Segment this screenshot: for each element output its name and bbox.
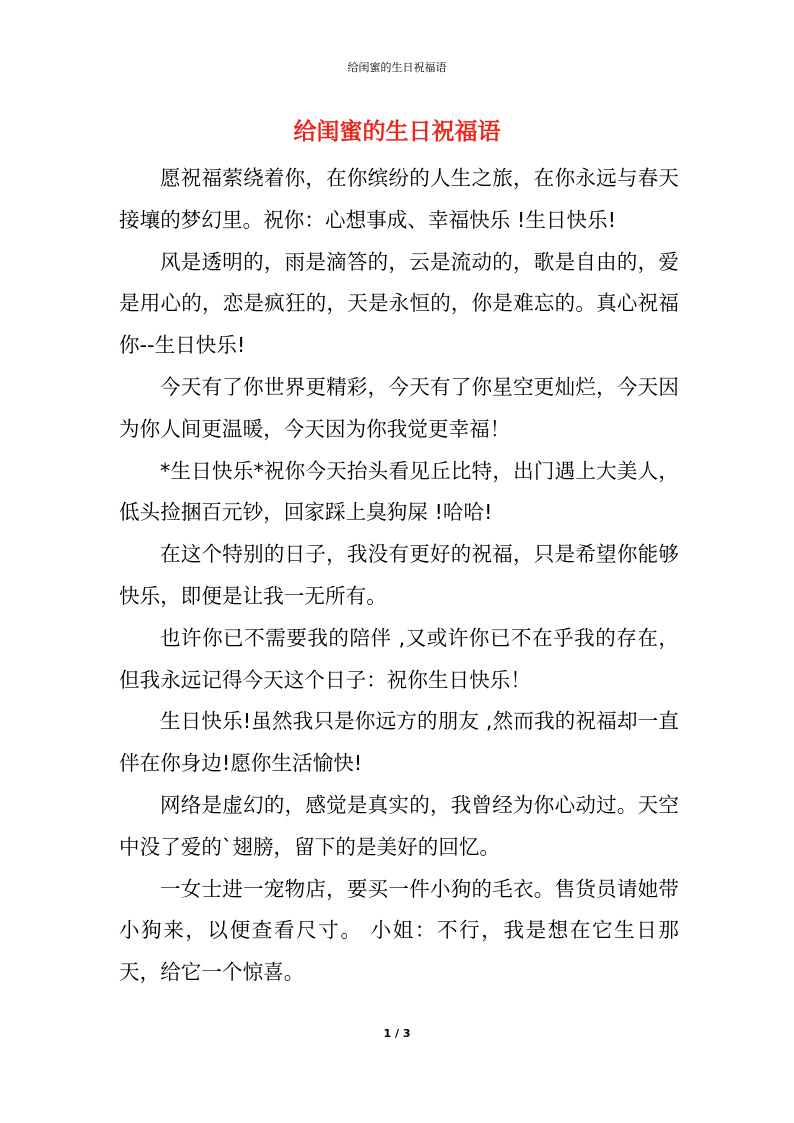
- paragraph: 风是透明的，雨是滴答的，云是流动的，歌是自由的，爱是用心的，恋是疯狂的，天是永恒的，你是难忘的。真心祝福你--生日快乐!: [119, 249, 679, 358]
- paragraph: 生日快乐!虽然我只是你远方的朋友 ,然而我的祝福却一直伴在你身边!愿你生活愉快!: [119, 709, 679, 776]
- paragraph: 今天有了你世界更精彩，今天有了你星空更灿烂，今天因为你人间更温暖，今天因为你我觉更幸福！: [119, 374, 679, 441]
- paragraph: 愿祝福萦绕着你，在你缤纷的人生之旅，在你永远与春天接壤的梦幻里。祝你：心想事成、幸福快乐 !生日快乐!: [119, 166, 679, 232]
- paragraph: 在这个特别的日子，我没有更好的祝福，只是希望你能够快乐，即便是让我一无所有。: [119, 542, 679, 608]
- paragraph: 一女士进一宠物店，要买一件小狗的毛衣。售货员请她带小狗来，以便查看尺寸。 小姐：不行，我是想在它生日那天，给它一个惊喜。: [119, 876, 679, 985]
- running-header: 给闺蜜的生日祝福语: [347, 61, 447, 74]
- paragraph: 网络是虚幻的，感觉是真实的，我曾经为你心动过。天空中没了爱的`翅膀，留下的是美好的回忆。: [119, 792, 679, 859]
- paragraph: *生日快乐*祝你今天抬头看见丘比特，出门遇上大美人，低头捡捆百元钞，回家踩上臭狗屎 !哈哈!: [119, 458, 679, 525]
- page-number: 1 / 3: [383, 1027, 411, 1040]
- document-body: [119, 158, 679, 994]
- document-title: 给闺蜜的生日祝福语: [293, 119, 501, 145]
- paragraph: 也许你已不需要我的陪伴 ,又或许你已不在乎我的存在，但我永远记得今天这个日子：祝你生日快乐！: [119, 625, 679, 692]
